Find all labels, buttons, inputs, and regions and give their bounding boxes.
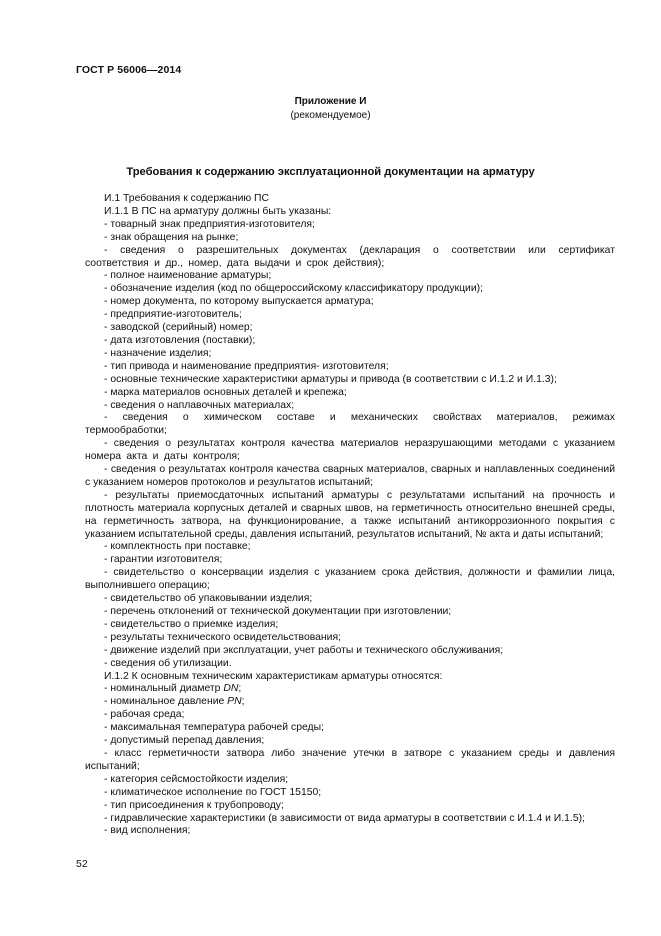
list-item: - сведения об утилизации. bbox=[104, 657, 232, 669]
list-item: - номинальное давление PN; bbox=[104, 696, 245, 708]
list-item: - рабочая среда; bbox=[104, 709, 185, 721]
list-item: - полное наименование арматуры; bbox=[104, 270, 272, 282]
list-item: - свидетельство об упаковывании изделия; bbox=[104, 593, 313, 605]
paragraph: И.1.2 К основным техническим характеристикам арматуры относятся: bbox=[104, 670, 443, 682]
list-item: - сведения о химическом составе и механических свойствах материалов, режимах термообработки; bbox=[85, 412, 615, 437]
list-item: - комплектность при поставке; bbox=[104, 541, 251, 553]
list-item: - класс герметичности затвора либо значение утечки в затворе с указанием среды и давления испытаний; bbox=[85, 747, 615, 772]
section-title: Требования к содержанию эксплуатационной документации на арматуру bbox=[126, 166, 535, 178]
list-item: - движение изделий при эксплуатации, учет работы и технического обслуживания; bbox=[104, 644, 504, 656]
list-item: - знак обращения на рынке; bbox=[104, 231, 239, 243]
list-item: - перечень отклонений от технической документации при изготовлении; bbox=[104, 606, 452, 617]
list-item: - предприятие-изготовитель; bbox=[104, 309, 242, 321]
list-item: - заводской (серийный) номер; bbox=[104, 322, 253, 334]
list-item: - свидетельство о приемке изделия; bbox=[104, 618, 279, 630]
list-item: - сведения о наплавочных материалах; bbox=[104, 399, 295, 411]
list-item: - основные технические характеристики арматуры и привода (в соответствии с И.1.2 и И.1.3); bbox=[104, 373, 557, 385]
document-code-header: ГОСТ Р 56006—2014 bbox=[76, 64, 182, 76]
page-number: 52 bbox=[76, 858, 88, 870]
list-item: - номинальный диаметр DN; bbox=[104, 683, 242, 695]
list-item: - сведения о разрешительных документах (декларация о соответствии или сертификат соответствия и др., номер, дата выдачи и срок действия); bbox=[85, 244, 615, 269]
list-item: - тип присоединения к трубопроводу; bbox=[104, 799, 284, 811]
list-item: - сведения о результатах контроля качества сварных материалов, сварных и наплавленных соединений с указанием номеров протоколов и результатов испытаний; bbox=[85, 464, 615, 488]
list-item: - назначение изделия; bbox=[104, 347, 212, 359]
list-item: - категория сейсмостойкости изделия; bbox=[104, 773, 289, 785]
annex-title: Приложение И bbox=[294, 96, 367, 107]
list-item: - свидетельство о консервации изделия с указанием срока действия, должности и фамилии лица, выполнившего операцию; bbox=[85, 567, 615, 592]
list-item: - тип привода и наименование предприятия- изготовителя; bbox=[104, 360, 389, 372]
list-item: - обозначение изделия (код по общероссийскому классификатору продукции); bbox=[104, 283, 484, 295]
list-item: - вид исполнения; bbox=[104, 825, 191, 837]
list-item: - результаты технического освидетельствования; bbox=[104, 631, 341, 643]
list-item: - марка материалов основных деталей и крепежа; bbox=[104, 386, 347, 398]
list-item: - допустимый перепад давления; bbox=[104, 735, 265, 747]
list-item: - гидравлические характеристики (в зависимости от вида арматуры в соответствии с И.1.4 и И.1.5); bbox=[104, 812, 585, 824]
list-item: - сведения о результатах контроля качества материалов неразрушающими методами с указанием номера акта и даты контроля; bbox=[85, 438, 615, 463]
paragraph: И.1 Требования к содержанию ПС bbox=[104, 193, 270, 204]
list-item: - результаты приемосдаточных испытаний арматуры с результатами испытаний на прочность и плотность материала корпусных деталей и сварных швов, на герметичность относительно внешней среды, на герметичность затвора, на функционирование, а также испытаний антикоррозионного покрытия с указанием испытательной среды, давления испытаний, результатов испытаний, № акта и даты испытаний; bbox=[85, 489, 615, 540]
list-item: - гарантии изготовителя; bbox=[104, 554, 223, 566]
list-item: - дата изготовления (поставки); bbox=[104, 334, 256, 346]
paragraph: И.1.1 В ПС на арматуру должны быть указаны: bbox=[104, 205, 332, 217]
list-item: - номер документа, по которому выпускается арматура; bbox=[104, 296, 374, 308]
list-item: - климатическое исполнение по ГОСТ 15150; bbox=[104, 786, 322, 798]
document-body bbox=[85, 193, 615, 838]
list-item: - товарный знак предприятия-изготовителя; bbox=[104, 218, 315, 230]
annex-subtitle: (рекомендуемое) bbox=[290, 110, 371, 121]
annex-heading bbox=[0, 95, 661, 122]
list-item: - максимальная температура рабочей среды; bbox=[104, 722, 324, 734]
